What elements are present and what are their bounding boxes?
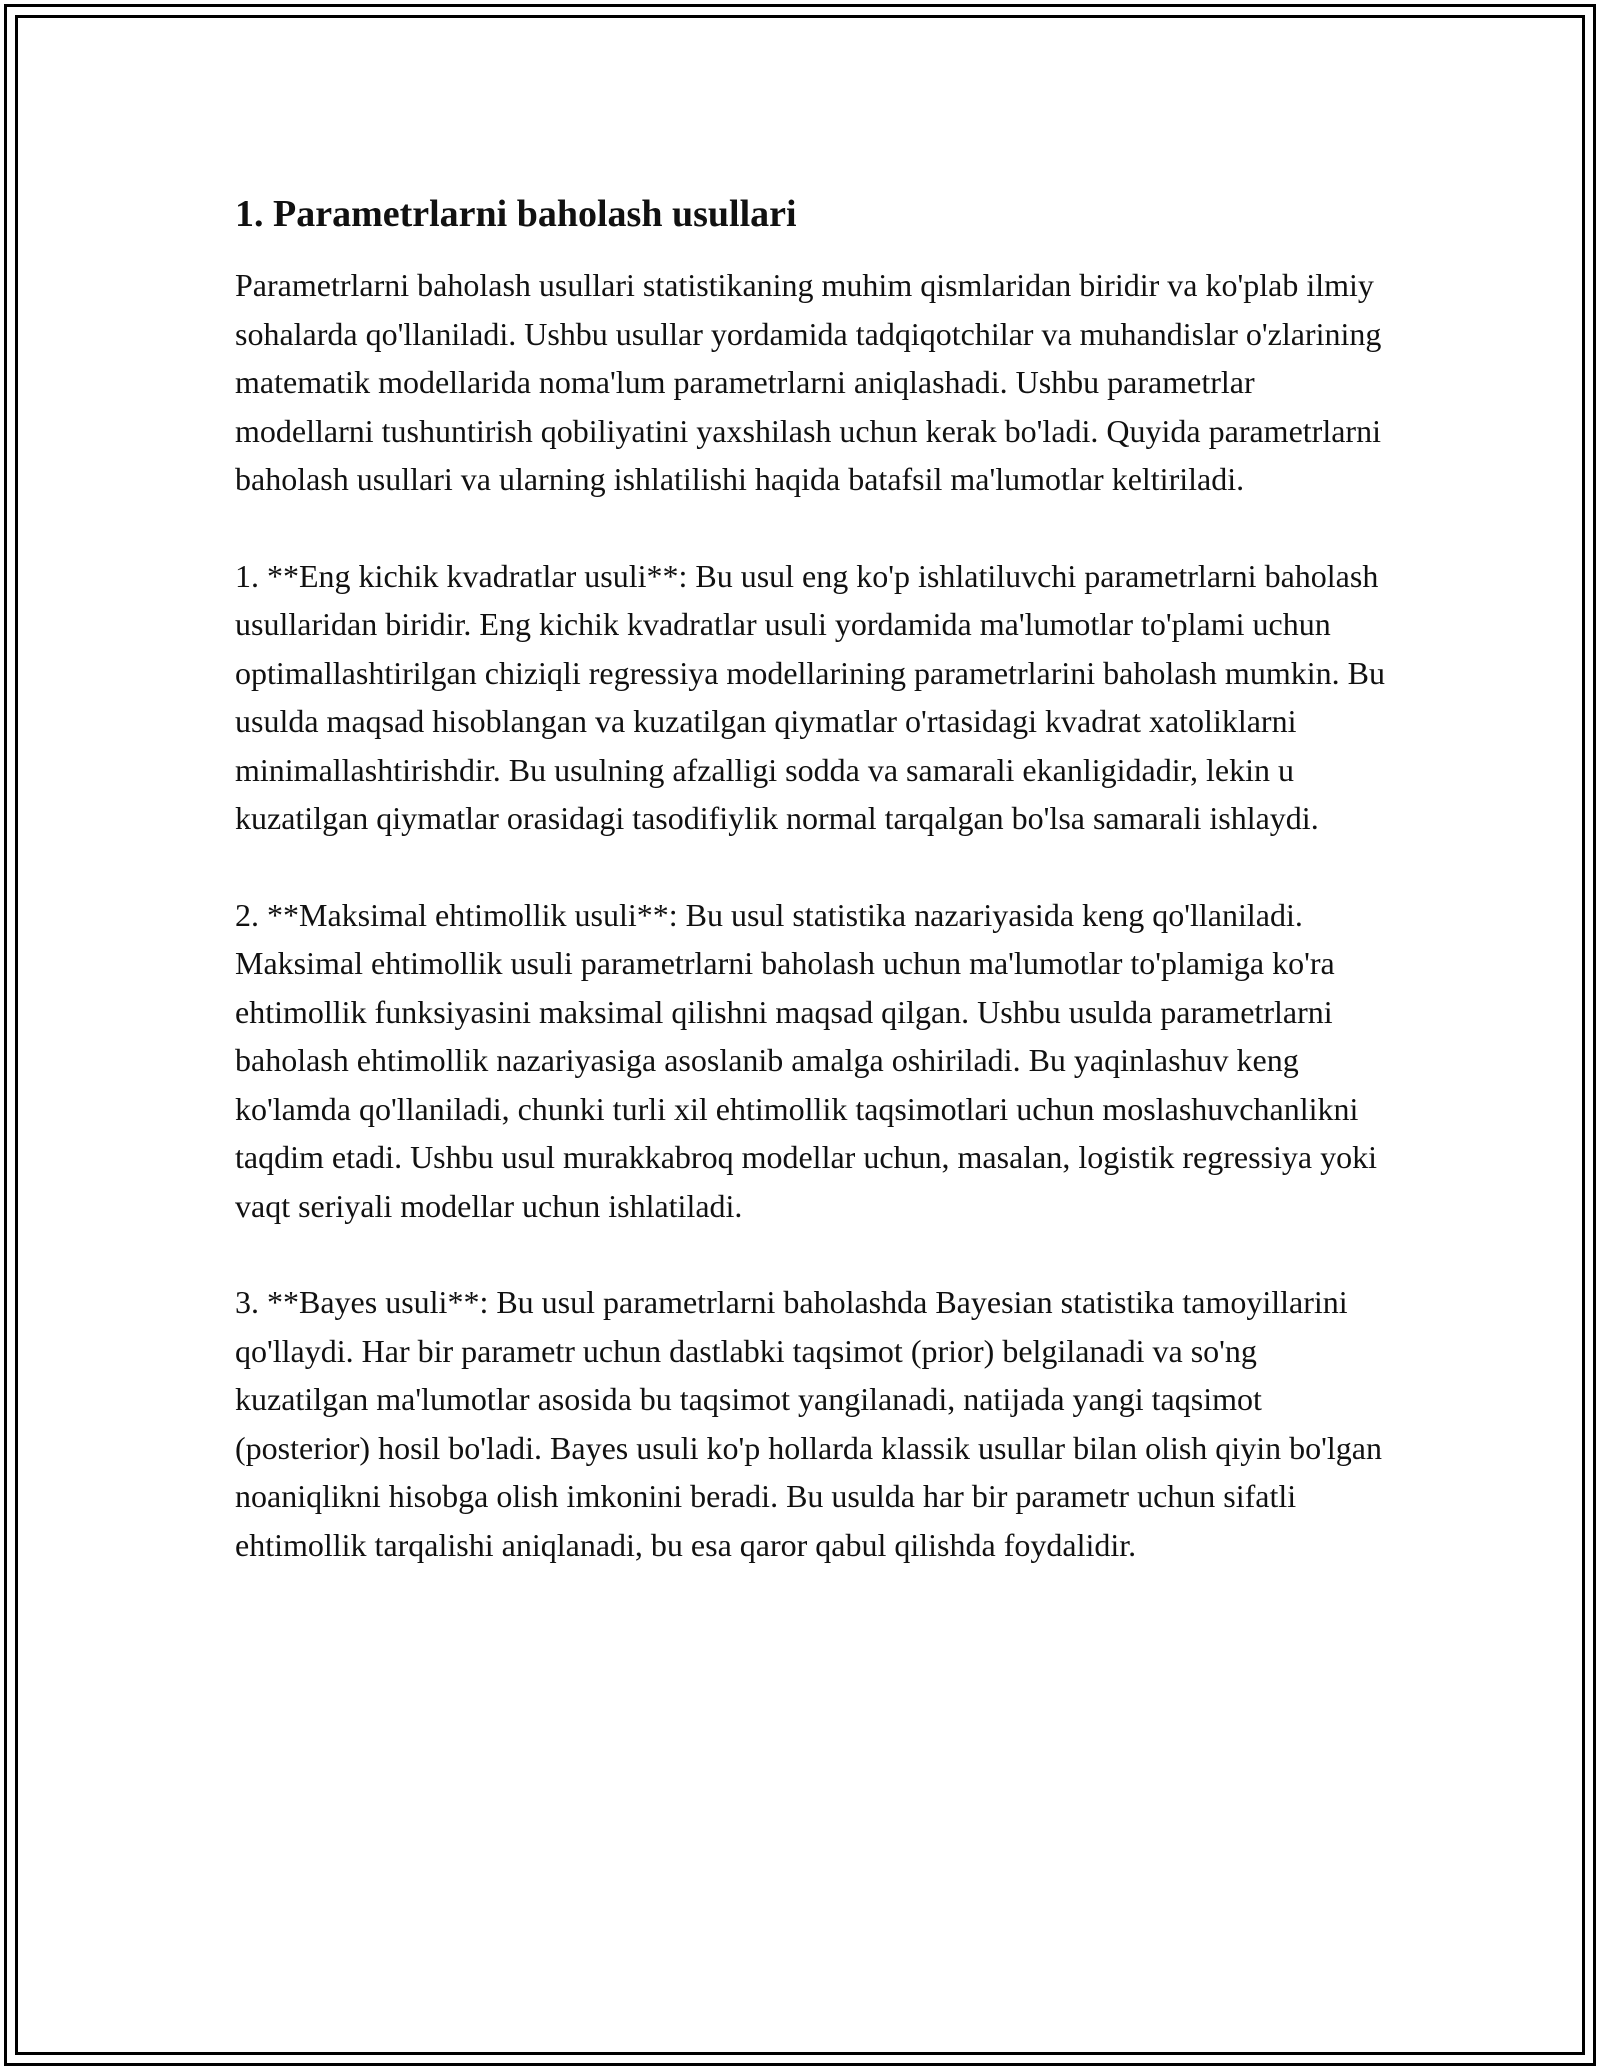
document-body bbox=[235, 185, 1385, 1617]
section-heading: 1. Parametrlarni baholash usullari bbox=[235, 193, 797, 235]
least-squares-paragraph: 1. **Eng kichik kvadratlar usuli**: Bu usul eng ko'p ishlatiluvchi parametrlarni baholash usullaridan biridir. Eng kichik kvadratlar usuli yordamida ma'lumotlar to'plami uchun optimallashtirilgan chiziqli regressiya modellarining parametrlarini baholash mumkin. Bu usulda maqsad hisoblangan va kuzatilgan qiymatlar o'rtasidagi kvadrat xatoliklarni minimallashtirishdir. Bu usulning afzalligi sodda va samarali ekanligidadir, lekin u kuzatilgan qiymatlar orasidagi tasodifiylik normal tarqalgan bo'lsa samarali ishlaydi. bbox=[235, 557, 1385, 836]
intro-paragraph: Parametrlarni baholash usullari statistikaning muhim qismlaridan biridir va ko'plab ilmiy sohalarda qo'llaniladi. Ushbu usullar yordamida tadqiqotchilar va muhandislar o'zlarining matematik modellarida noma'lum parametrlarni aniqlashadi. Ushbu parametrlar modellarni tushuntirish qobiliyatini yaxshilash uchun kerak bo'ladi. Quyida parametrlarni baholash usullari va ularning ishlatilishi haqida batafsil ma'lumotlar keltiriladi. bbox=[235, 267, 1382, 497]
maximum-likelihood-paragraph: 2. **Maksimal ehtimollik usuli**: Bu usul statistika nazariyasida keng qo'llaniladi. Maksimal ehtimollik usuli parametrlarni baholash uchun ma'lumotlar to'plamiga ko'ra ehtimollik funksiyasini maksimal qilishni maqsad qilgan. Ushbu usulda parametrlarni baholash ehtimollik nazariyasiga asoslanib amalga oshiriladi. Bu yaqinlashuv keng ko'lamda qo'llaniladi, chunki turli xil ehtimollik taqsimotlari uchun moslashuvchanlikni taqdim etadi. Ushbu usul murakkabroq modellar uchun, masalan, logistik regressiya yoki vaqt seriyali modellar uchun ishlatiladi. bbox=[235, 896, 1377, 1224]
bayes-paragraph: 3. **Bayes usuli**: Bu usul parametrlarni baholashda Bayesian statistika tamoyillarini qo'llaydi. Har bir parametr uchun dastlabki taqsimot (prior) belgilanadi va so'ng kuzatilgan ma'lumotlar asosida bu taqsimot yangilanadi, natijada yangi taqsimot (posterior) hosil bo'ladi. Bayes usuli ko'p hollarda klassik usullar bilan olish qiyin bo'lgan noaniqlikni hisobga olish imkonini beradi. Bu usulda har bir parametr uchun sifatli ehtimollik tarqalishi aniqlanadi, bu esa qaror qabul qilishda foydalidir. bbox=[235, 1284, 1382, 1563]
